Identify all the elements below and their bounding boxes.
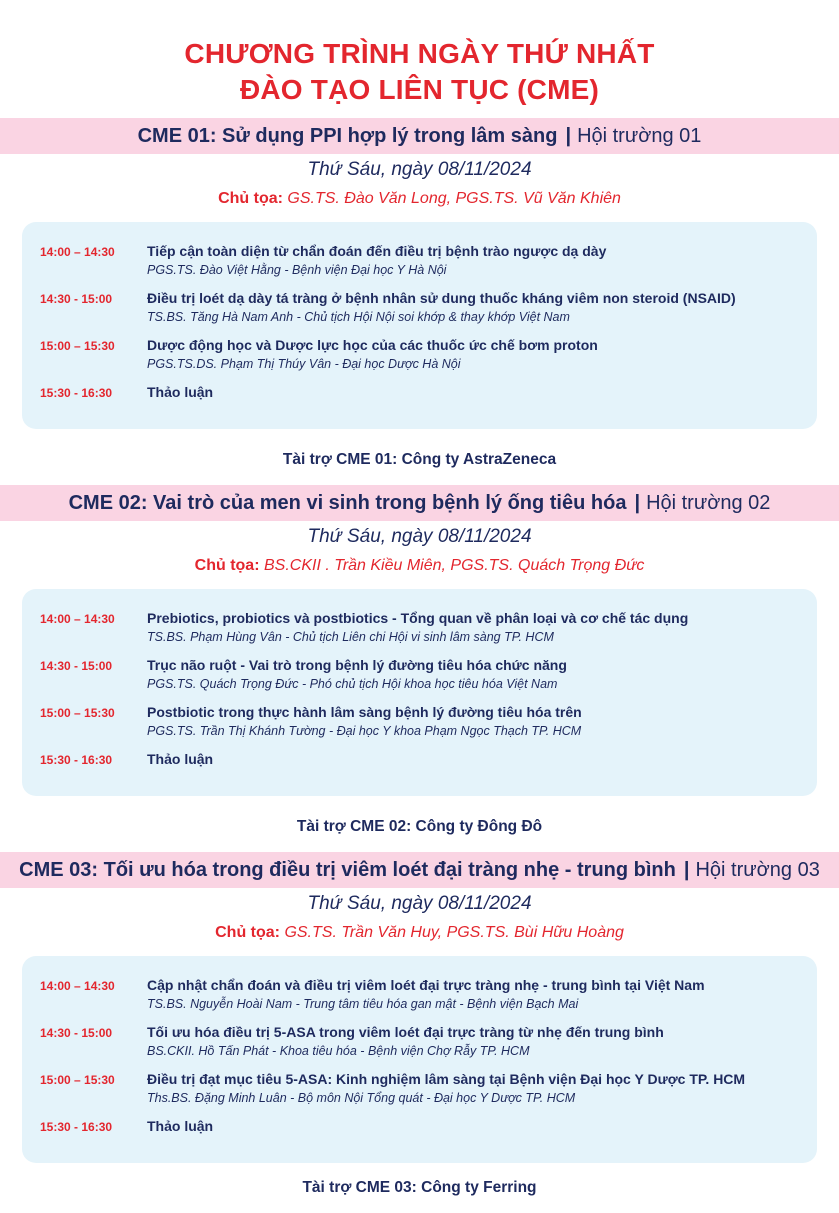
session-chair [0, 186, 839, 214]
page-title-line2: ĐÀO TẠO LIÊN TỤC (CME) [239, 74, 600, 105]
agenda-row [40, 242, 799, 289]
agenda-time: 14:00 – 14:30 [40, 245, 115, 259]
agenda-box [22, 222, 817, 429]
agenda-row [40, 1117, 799, 1149]
session-cme-01 [0, 118, 839, 485]
chair-label: Chủ tọa: [194, 557, 260, 574]
agenda-row [40, 750, 799, 782]
agenda-speaker: PGS.TS. Trần Thị Khánh Tường - Đại học Y khoa Phạm Ngọc Thạch TP. HCM [147, 724, 582, 738]
agenda-time: 14:30 - 15:00 [40, 1026, 113, 1040]
title-block [0, 0, 839, 118]
agenda-speaker: PGS.TS. Quách Trọng Đức - Phó chủ tịch Hội khoa học tiêu hóa Việt Nam [147, 677, 558, 691]
agenda-row [40, 609, 799, 656]
agenda-time: 15:30 - 16:30 [40, 386, 113, 400]
agenda-row [40, 976, 799, 1023]
session-heading-band [0, 118, 839, 154]
session-hall: Hội trường 01 [577, 124, 702, 147]
agenda-time: 15:30 - 16:30 [40, 753, 113, 767]
session-date: Thứ Sáu, ngày 08/11/2024 [307, 159, 532, 180]
agenda-row [40, 289, 799, 336]
session-heading: CME 02: Vai trò của men vi sinh trong bệnh lý ống tiêu hóa [68, 491, 627, 514]
agenda-topic: Trục não ruột - Vai trò trong bệnh lý đường tiêu hóa chức năng [147, 657, 567, 673]
agenda-row [40, 336, 799, 383]
chair-label: Chủ tọa: [218, 190, 283, 207]
agenda-speaker: TS.BS. Tăng Hà Nam Anh - Chủ tịch Hội Nội soi khớp & thay khớp Việt Nam [147, 310, 570, 324]
page-title-line1: CHƯƠNG TRÌNH NGÀY THỨ NHẤT [184, 38, 655, 69]
session-heading: CME 03: Tối ưu hóa trong điều trị viêm loét đại tràng nhẹ - trung bình [19, 858, 676, 881]
chair-names: GS.TS. Trần Văn Huy, PGS.TS. Bùi Hữu Hoàng [284, 924, 624, 941]
agenda-time: 14:30 - 15:00 [40, 659, 113, 673]
agenda-row [40, 703, 799, 750]
agenda-topic: Prebiotics, probiotics và postbiotics - Tổng quan về phân loại và cơ chế tác dụng [147, 610, 689, 626]
agenda-time: 15:30 - 16:30 [40, 1120, 113, 1134]
session-chair [0, 920, 839, 948]
session-sponsor: Tài trợ CME 03: Công ty Ferring [302, 1179, 537, 1196]
agenda-time: 14:30 - 15:00 [40, 292, 113, 306]
agenda-topic: Tối ưu hóa điều trị 5-ASA trong viêm loét đại trực tràng từ nhẹ đến trung bình [147, 1024, 664, 1040]
agenda-topic: Thảo luận [147, 751, 214, 767]
agenda-topic: Thảo luận [147, 384, 214, 400]
agenda-topic: Cập nhật chẩn đoán và điều trị viêm loét đại trực tràng nhẹ - trung bình tại Việt Nam [147, 977, 705, 993]
chair-names: GS.TS. Đào Văn Long, PGS.TS. Vũ Văn Khiên [287, 190, 621, 207]
heading-separator: | [565, 124, 572, 147]
agenda-time: 15:00 – 15:30 [40, 1073, 115, 1087]
session-chair [0, 553, 839, 581]
session-date: Thứ Sáu, ngày 08/11/2024 [307, 526, 532, 547]
agenda-row [40, 656, 799, 703]
agenda-topic: Postbiotic trong thực hành lâm sàng bệnh lý đường tiêu hóa trên [147, 704, 582, 720]
agenda-time: 14:00 – 14:30 [40, 979, 115, 993]
chair-names: BS.CKII . Trần Kiều Miên, PGS.TS. Quách Trọng Đức [263, 557, 645, 574]
session-sponsor: Tài trợ CME 01: Công ty AstraZeneca [282, 451, 557, 468]
agenda-box [22, 956, 817, 1163]
agenda-row [40, 1070, 799, 1117]
session-heading: CME 01: Sử dụng PPI hợp lý trong lâm sàng [137, 124, 558, 147]
session-sponsor: Tài trợ CME 02: Công ty Đông Đô [296, 818, 543, 835]
agenda-topic: Thảo luận [147, 1118, 214, 1134]
session-heading-band [0, 852, 839, 888]
agenda-box [22, 589, 817, 796]
heading-separator: | [634, 491, 641, 514]
agenda-row [40, 1023, 799, 1070]
agenda-topic: Dược động học và Dược lực học của các thuốc ức chế bơm proton [147, 337, 598, 353]
session-hall: Hội trường 03 [695, 858, 820, 881]
agenda-time: 15:00 – 15:30 [40, 339, 115, 353]
agenda-time: 15:00 – 15:30 [40, 706, 115, 720]
agenda-speaker: TS.BS. Nguyễn Hoài Nam - Trung tâm tiêu hóa gan mật - Bệnh viện Bạch Mai [147, 997, 579, 1011]
agenda-time: 14:00 – 14:30 [40, 612, 115, 626]
agenda-topic: Tiếp cận toàn diện từ chẩn đoán đến điều trị bệnh trào ngược dạ dày [147, 243, 607, 259]
session-date: Thứ Sáu, ngày 08/11/2024 [307, 893, 532, 914]
session-cme-02 [0, 485, 839, 852]
agenda-speaker: PGS.TS. Đào Việt Hằng - Bệnh viện Đại học Y Hà Nội [147, 263, 447, 277]
agenda-speaker: BS.CKII. Hồ Tấn Phát - Khoa tiêu hóa - Bệnh viện Chợ Rẫy TP. HCM [147, 1044, 530, 1058]
agenda-speaker: Ths.BS. Đặng Minh Luân - Bộ môn Nội Tổng quát - Đại học Y Dược TP. HCM [147, 1091, 576, 1105]
agenda-speaker: TS.BS. Phạm Hùng Vân - Chủ tịch Liên chi Hội vi sinh lâm sàng TP. HCM [147, 630, 554, 644]
session-hall: Hội trường 02 [646, 491, 771, 514]
agenda-topic: Điều trị loét dạ dày tá tràng ở bệnh nhân sử dung thuốc kháng viêm non steroid (NSAID) [147, 290, 736, 306]
agenda-speaker: PGS.TS.DS. Phạm Thị Thúy Vân - Đại học Dược Hà Nội [147, 357, 461, 371]
session-cme-03 [0, 852, 839, 1213]
heading-separator: | [683, 858, 690, 881]
session-heading-band [0, 485, 839, 521]
chair-label: Chủ tọa: [215, 924, 280, 941]
agenda-row [40, 383, 799, 415]
agenda-topic: Điều trị đạt mục tiêu 5-ASA: Kinh nghiệm lâm sàng tại Bệnh viện Đại học Y Dược TP. HCM [147, 1071, 746, 1087]
